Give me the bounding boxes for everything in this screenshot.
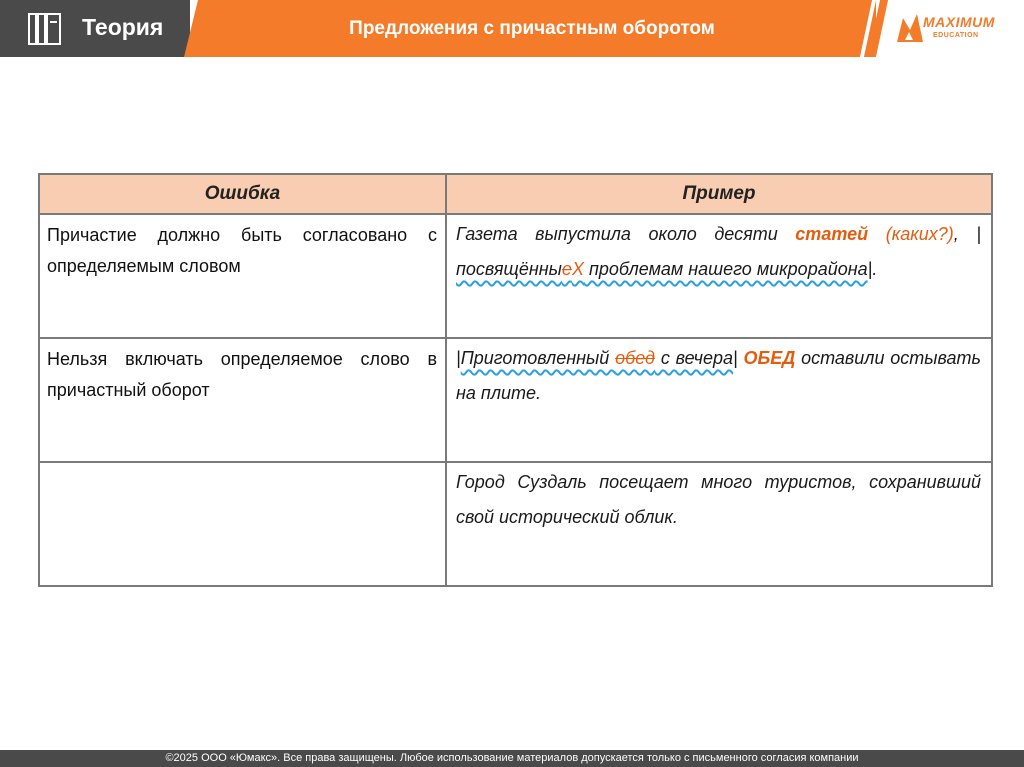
keyword: статей <box>795 224 869 244</box>
error-text: Нельзя включать определяемое слово в причастный оборот <box>47 349 437 400</box>
error-text <box>40 463 445 473</box>
example-text-part: Газета выпустила около десяти <box>456 224 796 244</box>
column-header-error: Ошибка <box>39 174 446 214</box>
question: (каких?) <box>885 224 954 244</box>
error-cell <box>39 338 446 462</box>
example-cell <box>446 214 992 338</box>
example-text: Город Суздаль посещает много туристов, сохранивший свой исторический облик. <box>456 472 981 527</box>
example-cell <box>446 462 992 586</box>
error-text: Причастие должно быть согласовано с определяемым словом <box>47 225 437 276</box>
table-row <box>39 338 992 462</box>
phrase-part: проблемам нашего микрорайона <box>583 259 868 279</box>
phrase-part: Приготовленный <box>460 348 616 368</box>
header-left-panel <box>0 0 190 57</box>
keyword: ОБЕД <box>743 348 796 368</box>
error-cell <box>39 214 446 338</box>
page-title: Предложения с причастным оборотом <box>349 18 715 39</box>
footer-copyright: ©2025 ООО «Юмакс». Все права защищены. Любое использование материалов допускается только с письменного согласия компании <box>0 750 1024 767</box>
example-text-part: | <box>456 348 461 368</box>
example-text-part: оставили остывать на плите. <box>456 348 981 403</box>
rules-table <box>38 173 993 587</box>
section-title: Теория <box>82 14 164 40</box>
participial-phrase <box>461 348 733 368</box>
company-logo <box>893 10 1023 50</box>
header <box>0 0 1024 57</box>
wrong-ending: е <box>561 259 572 279</box>
example-text-part: , | <box>953 224 981 244</box>
logo-wordmark: MAXIMUM <box>923 14 995 30</box>
phrase-part: посвящённы <box>456 259 562 279</box>
correct-ending: Х <box>571 259 584 279</box>
example-text-part: | <box>733 348 744 368</box>
example-text <box>447 215 991 292</box>
example-text <box>447 339 991 416</box>
phrase-part: с вечера <box>655 348 733 368</box>
book-icon <box>27 10 65 48</box>
removed-word: обед <box>615 348 655 368</box>
table-header-row <box>39 174 992 214</box>
column-header-example: Пример <box>446 174 992 214</box>
maximum-logo-icon <box>893 10 927 46</box>
table-row <box>39 462 992 586</box>
example-cell <box>446 338 992 462</box>
participial-phrase <box>456 259 868 279</box>
logo-subtitle: EDUCATION <box>933 32 979 39</box>
table-row <box>39 214 992 338</box>
error-cell <box>39 462 446 586</box>
example-text-part: |. <box>867 259 878 279</box>
